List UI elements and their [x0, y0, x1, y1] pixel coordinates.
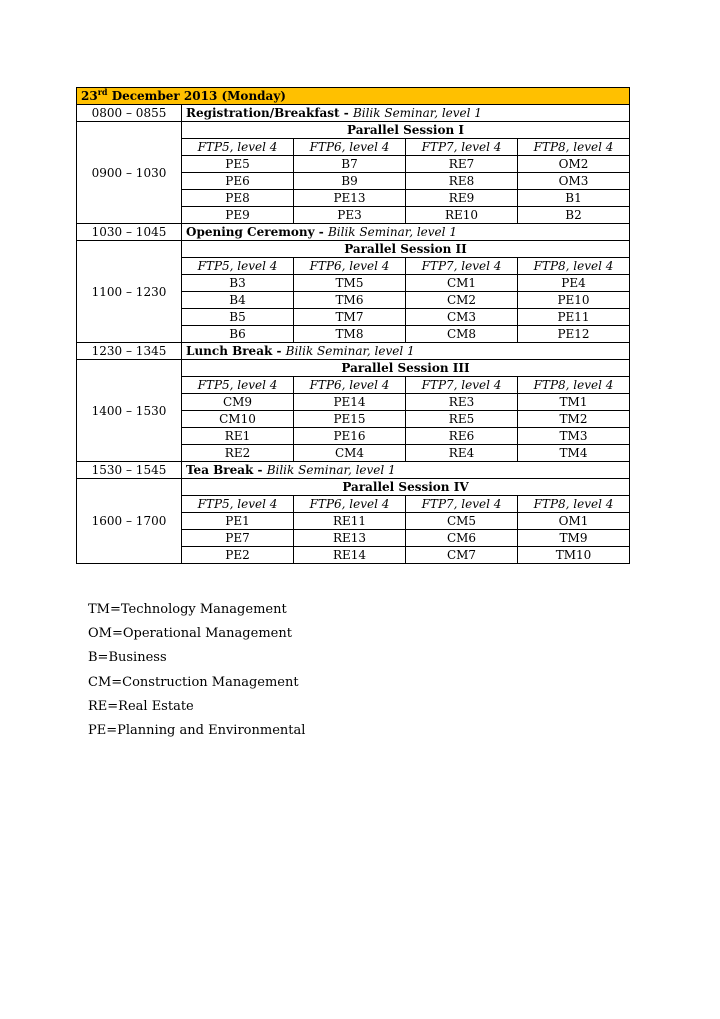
room-label: FTP7, level 4	[406, 496, 518, 513]
legend-item: B=Business	[88, 650, 167, 666]
paper-code: OM1	[518, 513, 630, 530]
room-label: FTP6, level 4	[294, 377, 406, 394]
day-header: 23rd December 2013 (Monday)	[77, 88, 630, 105]
paper-code: CM8	[406, 326, 518, 343]
legend-item: RE=Real Estate	[88, 698, 194, 714]
paper-code: TM1	[518, 394, 630, 411]
paper-code: PE5	[182, 156, 294, 173]
time-slot: 1530 – 1545	[77, 462, 182, 479]
session-title: Parallel Session III	[182, 360, 630, 377]
room-label: FTP6, level 4	[294, 258, 406, 275]
session-title: Parallel Session II	[182, 241, 630, 258]
event-venue: Bilik Seminar, level 1	[285, 344, 415, 358]
time-slot: 0900 – 1030	[77, 122, 182, 224]
paper-code: TM5	[294, 275, 406, 292]
event-name: Opening Ceremony	[186, 225, 315, 239]
paper-code: RE4	[406, 445, 518, 462]
time-slot: 1230 – 1345	[77, 343, 182, 360]
event-venue: Bilik Seminar, level 1	[352, 106, 482, 120]
event-name: Lunch Break	[186, 344, 273, 358]
paper-code: OM3	[518, 173, 630, 190]
event-cell	[182, 343, 630, 360]
paper-code: CM6	[406, 530, 518, 547]
legend-item: TM=Technology Management	[88, 602, 287, 617]
event-venue: Bilik Seminar, level 1	[327, 225, 457, 239]
paper-code: TM2	[518, 411, 630, 428]
paper-code: B3	[182, 275, 294, 292]
room-label: FTP8, level 4	[518, 377, 630, 394]
room-label: FTP5, level 4	[182, 139, 294, 156]
time-slot: 1400 – 1530	[77, 360, 182, 462]
paper-code: CM2	[406, 292, 518, 309]
paper-code: TM9	[518, 530, 630, 547]
paper-code: CM3	[406, 309, 518, 326]
session-title-row	[77, 360, 630, 377]
paper-code: PE4	[518, 275, 630, 292]
paper-code: TM7	[294, 309, 406, 326]
legend-item: CM=Construction Management	[88, 674, 299, 690]
event-separator: -	[314, 225, 328, 239]
paper-code: RE10	[406, 207, 518, 224]
paper-code: RE3	[406, 394, 518, 411]
event-separator: -	[253, 463, 267, 477]
legend-item: OM=Operational Management	[88, 626, 292, 642]
paper-code: B5	[182, 309, 294, 326]
event-cell	[182, 462, 630, 479]
session-title-row	[77, 479, 630, 496]
paper-code: B6	[182, 326, 294, 343]
paper-code: PE2	[182, 547, 294, 564]
paper-code: PE12	[518, 326, 630, 343]
paper-code: TM10	[518, 547, 630, 564]
paper-code: PE8	[182, 190, 294, 207]
time-slot: 1100 – 1230	[77, 241, 182, 343]
paper-code: B9	[294, 173, 406, 190]
event-row	[77, 105, 630, 122]
room-label: FTP6, level 4	[294, 496, 406, 513]
paper-code: RE9	[406, 190, 518, 207]
paper-code: CM5	[406, 513, 518, 530]
paper-code: TM3	[518, 428, 630, 445]
room-label: FTP5, level 4	[182, 377, 294, 394]
paper-code: TM6	[294, 292, 406, 309]
room-label: FTP7, level 4	[406, 139, 518, 156]
event-venue: Bilik Seminar, level 1	[266, 463, 396, 477]
session-title: Parallel Session I	[182, 122, 630, 139]
paper-code: PE11	[518, 309, 630, 326]
paper-code: OM2	[518, 156, 630, 173]
paper-code: PE14	[294, 394, 406, 411]
paper-code: RE11	[294, 513, 406, 530]
paper-code: RE13	[294, 530, 406, 547]
event-row	[77, 462, 630, 479]
paper-code: PE1	[182, 513, 294, 530]
time-slot: 1600 – 1700	[77, 479, 182, 564]
paper-code: CM10	[182, 411, 294, 428]
session-title: Parallel Session IV	[182, 479, 630, 496]
day-header-row	[77, 88, 630, 105]
paper-code: RE8	[406, 173, 518, 190]
event-cell	[182, 105, 630, 122]
paper-code: RE2	[182, 445, 294, 462]
paper-code: PE10	[518, 292, 630, 309]
room-label: FTP5, level 4	[182, 496, 294, 513]
paper-code: PE7	[182, 530, 294, 547]
room-label: FTP8, level 4	[518, 258, 630, 275]
paper-code: PE9	[182, 207, 294, 224]
time-slot: 0800 – 0855	[77, 105, 182, 122]
abbreviation-legend	[88, 598, 305, 743]
paper-code: RE14	[294, 547, 406, 564]
room-label: FTP6, level 4	[294, 139, 406, 156]
paper-code: PE3	[294, 207, 406, 224]
paper-code: RE7	[406, 156, 518, 173]
event-separator: -	[339, 106, 353, 120]
room-label: FTP7, level 4	[406, 377, 518, 394]
paper-code: CM9	[182, 394, 294, 411]
paper-code: CM4	[294, 445, 406, 462]
paper-code: TM4	[518, 445, 630, 462]
paper-code: B2	[518, 207, 630, 224]
paper-code: B1	[518, 190, 630, 207]
event-row	[77, 343, 630, 360]
time-slot: 1030 – 1045	[77, 224, 182, 241]
event-separator: -	[272, 344, 286, 358]
paper-code: B4	[182, 292, 294, 309]
schedule-table	[76, 87, 630, 564]
paper-code: RE5	[406, 411, 518, 428]
room-label: FTP8, level 4	[518, 139, 630, 156]
session-title-row	[77, 122, 630, 139]
event-name: Tea Break	[186, 463, 254, 477]
paper-code: PE16	[294, 428, 406, 445]
paper-code: RE1	[182, 428, 294, 445]
room-label: FTP5, level 4	[182, 258, 294, 275]
paper-code: PE15	[294, 411, 406, 428]
paper-code: CM1	[406, 275, 518, 292]
room-label: FTP7, level 4	[406, 258, 518, 275]
paper-code: PE6	[182, 173, 294, 190]
paper-code: CM7	[406, 547, 518, 564]
room-label: FTP8, level 4	[518, 496, 630, 513]
paper-code: TM8	[294, 326, 406, 343]
session-title-row	[77, 241, 630, 258]
paper-code: PE13	[294, 190, 406, 207]
legend-item: PE=Planning and Environmental	[88, 723, 306, 739]
event-name: Registration/Breakfast	[186, 106, 340, 120]
event-cell	[182, 224, 630, 241]
paper-code: B7	[294, 156, 406, 173]
paper-code: RE6	[406, 428, 518, 445]
event-row	[77, 224, 630, 241]
